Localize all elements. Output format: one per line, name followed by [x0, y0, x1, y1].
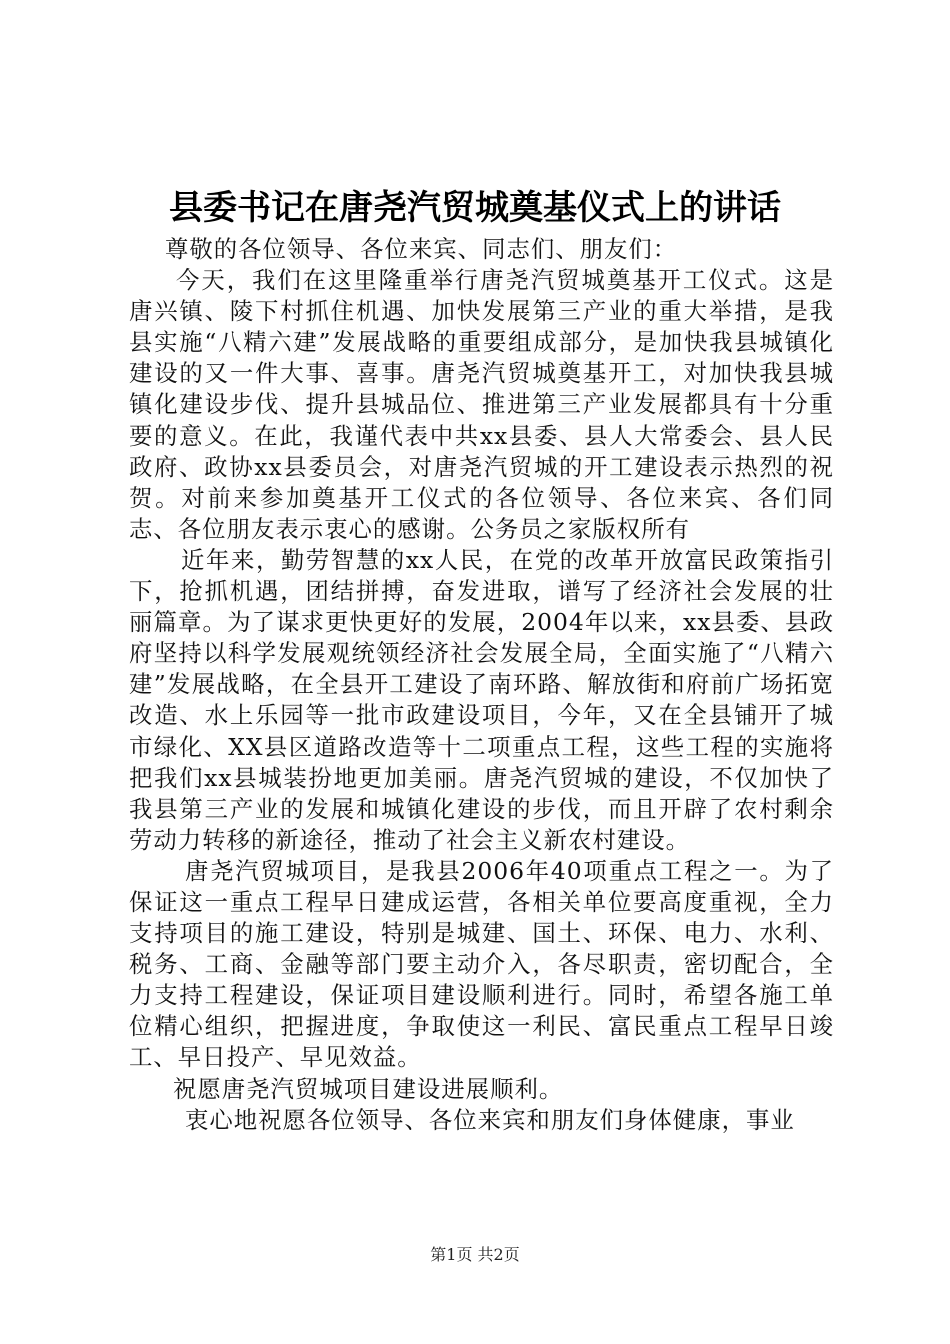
body-paragraph: 祝愿唐尧汽贸城项目建设进展顺利。: [173, 1074, 564, 1103]
body-paragraph: 衷心地祝愿各位领导、各位来宾和朋友们身体健康，事业: [185, 1105, 795, 1134]
page-number-footer: 第1页 共2页: [430, 1245, 520, 1264]
salutation-paragraph: 尊敬的各位领导、各位来宾、同志们、朋友们：: [165, 235, 678, 263]
body-paragraph: 近年来，勤劳智慧的xx人民，在党的改革开放富民政策指引下，抢抓机遇，团结拼搏，奋发进取，谱写了经济社会发展的壮丽篇章。为了谋求更快更好的发展，2004年以来，xx县委、县政府坚持以科学发展观统领经济社会发展全局，全面实施了“八精六建”发展战略，在全县开工建设了南环路、解放街和府前广场拓宽改造、水上乐园等一批市政建设项目，今年，又在全县铺开了城市绿化、XX县区道路改造等十二项重点工程，这些工程的实施将把我们xx县城装扮地更加美丽。唐尧汽贸城的建设，不仅加快了我县第三产业的发展和城镇化建设的步伐，而且开辟了农村剩余劳动力转移的新途径，推动了社会主义新农村建设。: [129, 545, 834, 854]
body-paragraph: 今天，我们在这里隆重举行唐尧汽贸城奠基开工仪式。这是唐兴镇、陵下村抓住机遇、加快发展第三产业的重大举措，是我县实施“八精六建”发展战略的重要组成部分，是加快我县城镇化建设的又一件大事、喜事。唐尧汽贸城奠基开工，对加快我县城镇化建设步伐、提升县城品位、推进第三产业发展都具有十分重要的意义。在此，我谨代表中共xx县委、县人大常委会、县人民政府、政协xx县委员会，对唐尧汽贸城的开工建设表示热烈的祝贺。对前来参加奠基开工仪式的各位领导、各位来宾、各们同志、各位朋友表示衷心的感谢。公务员之家版权所有: [129, 266, 834, 543]
document-body: [129, 234, 834, 1136]
document-title: 县委书记在唐尧汽贸城奠基仪式上的讲话: [169, 188, 781, 228]
body-paragraph: 唐尧汽贸城项目，是我县2006年40项重点工程之一。为了保证这一重点工程早日建成运营，各相关单位要高度重视，全力支持项目的施工建设，特别是城建、国土、环保、电力、水利、税务、工商、金融等部门要主动介入，各尽职责，密切配合，全力支持工程建设，保证项目建设顺利进行。同时，希望各施工单位精心组织，把握进度，争取使这一利民、富民重点工程早日竣工、早日投产、早见效益。: [129, 856, 834, 1072]
